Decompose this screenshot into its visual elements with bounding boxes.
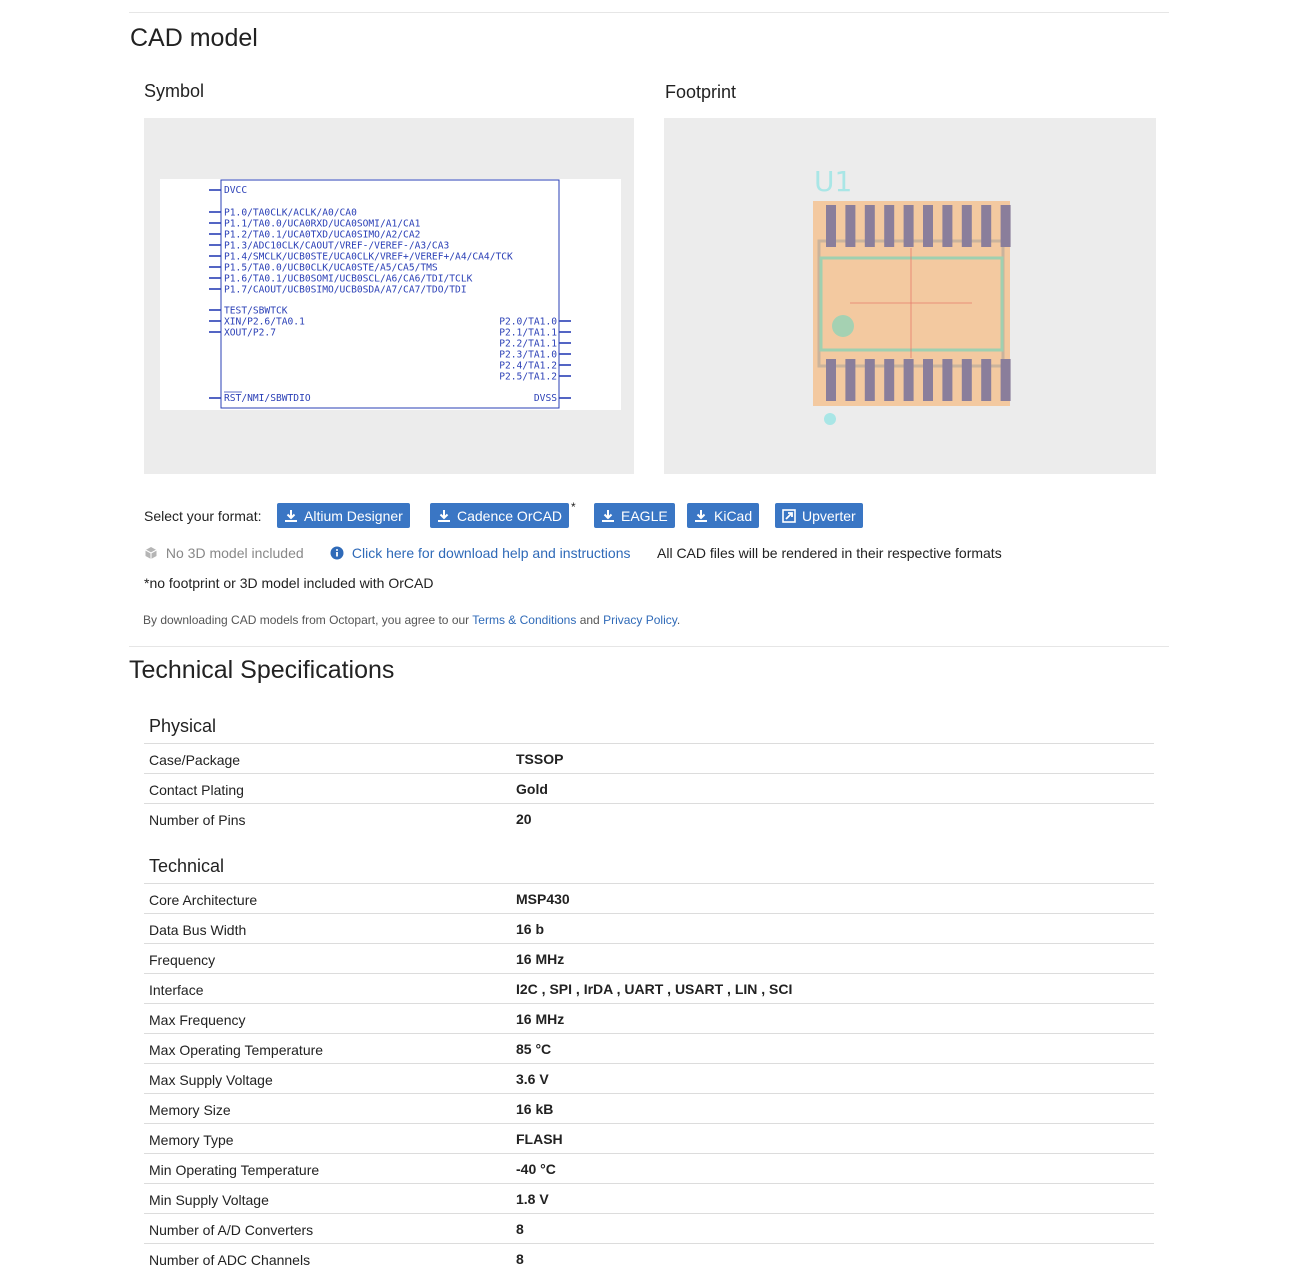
pin-label: P2.4/TA1.2 (499, 360, 557, 372)
spec-value: I2C , SPI , IrDA , UART , USART , LIN , SCI (516, 981, 793, 997)
spec-value: TSSOP (516, 751, 564, 767)
top-divider (129, 12, 1169, 13)
spec-row (144, 803, 1154, 833)
footprint-pad (923, 205, 933, 247)
footprint-viewer[interactable] (664, 118, 1156, 474)
kicad-label: KiCad (714, 507, 753, 524)
eagle-button[interactable] (594, 503, 675, 528)
altium-designer-button[interactable] (277, 503, 410, 528)
spec-key: Case/Package (149, 752, 241, 768)
footprint-pad (942, 359, 952, 401)
spec-row (144, 1213, 1154, 1243)
spec-value: 8 (516, 1251, 524, 1267)
spec-key: Number of A/D Converters (149, 1222, 314, 1238)
technical-specs-table (144, 883, 1154, 1273)
tech-specs-title: Technical Specifications (129, 656, 395, 684)
spec-row (144, 1243, 1154, 1273)
pin-label-dvcc: DVCC (224, 185, 248, 196)
pcb-footprint (664, 118, 1156, 474)
spec-key: Min Supply Voltage (149, 1192, 269, 1208)
cad-model-title: CAD model (130, 24, 258, 52)
pin-label: TEST/SBWTCK (224, 305, 288, 317)
spec-key: Max Frequency (149, 1012, 246, 1028)
spec-row (144, 1153, 1154, 1183)
footprint-pad (981, 359, 991, 401)
pin-label: P1.1/TA0.0/UCA0RXD/UCA0SOMI/A1/CA1 (224, 218, 421, 230)
spec-row (144, 973, 1154, 1003)
footprint-pad (904, 205, 914, 247)
footprint-pad (942, 205, 952, 247)
spec-key: Max Operating Temperature (149, 1042, 324, 1058)
pin-label: P1.2/TA0.1/UCA0TXD/UCA0SIMO/A2/CA2 (224, 229, 421, 241)
spec-value: 85 °C (516, 1041, 552, 1057)
footprint-pad (826, 359, 836, 401)
spec-value: 3.6 V (516, 1071, 549, 1087)
render-note: All CAD files will be rendered in their respective formats (657, 545, 1002, 561)
legal-notice (143, 613, 680, 627)
spec-value: 16 MHz (516, 951, 565, 967)
spec-key: Contact Plating (149, 782, 244, 798)
spec-key: Frequency (149, 952, 216, 968)
pin1-marker (832, 315, 854, 337)
pin-label: P1.0/TA0CLK/ACLK/A0/CA0 (224, 207, 357, 219)
spec-value: 16 kB (516, 1101, 554, 1117)
spec-value: Gold (516, 781, 548, 797)
terms-link[interactable]: Terms & Conditions (472, 613, 577, 627)
eagle-label: EAGLE (621, 507, 668, 524)
spec-row (144, 773, 1154, 803)
footprint-ref-label: U1 (814, 165, 853, 198)
orcad-note: *no footprint or 3D model included with OrCAD (144, 575, 434, 591)
spec-row (144, 913, 1154, 943)
no-3d-notice (144, 545, 304, 561)
format-label: Select your format: (144, 508, 262, 524)
schematic-symbol (160, 179, 621, 410)
cube-icon (144, 546, 158, 560)
legal-and: and (579, 613, 600, 627)
footprint-pad (962, 205, 972, 247)
no-3d-text: No 3D model included (165, 545, 304, 561)
symbol-title: Symbol (144, 81, 205, 101)
spec-row (144, 943, 1154, 973)
legal-period: . (676, 613, 681, 627)
spec-key: Number of ADC Channels (149, 1252, 311, 1268)
section-divider (129, 646, 1169, 647)
upverter-label: Upverter (802, 507, 856, 524)
privacy-link[interactable]: Privacy Policy (603, 613, 677, 627)
spec-key: Core Architecture (149, 892, 258, 908)
spec-row (144, 883, 1154, 913)
orcad-asterisk: * (571, 500, 576, 514)
footprint-pad (981, 205, 991, 247)
footprint-title: Footprint (665, 82, 737, 102)
info-icon (330, 546, 344, 560)
spec-value: 16 b (516, 921, 545, 937)
kicad-button[interactable] (687, 503, 759, 528)
spec-row (144, 743, 1154, 773)
download-help-text: Click here for download help and instructions (351, 545, 631, 561)
spec-key: Memory Type (149, 1132, 234, 1148)
spec-key: Number of Pins (149, 812, 246, 828)
spec-value: 1.8 V (516, 1191, 549, 1207)
external-link-icon (782, 509, 796, 523)
footprint-pad (1001, 359, 1011, 401)
spec-key: Max Supply Voltage (149, 1072, 273, 1088)
download-icon (694, 509, 708, 523)
pin-label: P1.4/SMCLK/UCB0STE/UCA0CLK/VREF+/VEREF+/A4/CA4/TCK (224, 251, 513, 263)
cadence-orcad-label: Cadence OrCAD (457, 507, 563, 524)
footprint-pad (904, 359, 914, 401)
physical-group-title: Physical (149, 716, 217, 736)
spec-key: Interface (149, 982, 204, 998)
spec-value: 8 (516, 1221, 524, 1237)
download-icon (437, 509, 451, 523)
spec-value: -40 °C (516, 1161, 556, 1177)
technical-group-title: Technical (149, 856, 225, 876)
pin-label: P1.3/ADC10CLK/CAOUT/VREF-/VEREF-/A3/CA3 (224, 240, 450, 252)
footprint-pad (884, 359, 894, 401)
footprint-pad (1001, 205, 1011, 247)
pin-label-dvss: DVSS (533, 393, 557, 404)
footprint-pad (884, 205, 894, 247)
pin-label: P1.6/TA0.1/UCB0SOMI/UCB0SCL/A6/CA6/TDI/TCLK (224, 273, 473, 285)
footprint-pad (865, 359, 875, 401)
pin-label: P1.7/CAOUT/UCB0SIMO/UCB0SDA/A7/CA7/TDO/TDI (224, 284, 467, 296)
pin-label: XIN/P2.6/TA0.1 (224, 316, 305, 328)
download-icon (601, 509, 615, 523)
pin-label: P2.2/TA1.1 (499, 338, 557, 350)
pin-label-rst: RST/NMI/SBWTDIO (224, 393, 311, 404)
spec-row (144, 1093, 1154, 1123)
spec-value: MSP430 (516, 891, 570, 907)
pin-label: P2.0/TA1.0 (499, 316, 557, 328)
symbol-viewer[interactable] (144, 118, 634, 474)
spec-key: Memory Size (149, 1102, 231, 1118)
spec-row (144, 1123, 1154, 1153)
spec-row (144, 1183, 1154, 1213)
format-selector (144, 500, 884, 528)
cadence-orcad-button[interactable] (430, 503, 569, 528)
altium-designer-label: Altium Designer (304, 507, 403, 524)
origin-marker (824, 413, 836, 425)
download-icon (284, 509, 298, 523)
pin-label: P1.5/TA0.0/UCB0CLK/UCA0STE/A5/CA5/TMS (224, 262, 438, 274)
pin-label: P2.3/TA1.0 (499, 349, 557, 361)
footprint-pad (845, 359, 855, 401)
spec-row (144, 1033, 1154, 1063)
download-help-link[interactable] (330, 545, 631, 561)
footprint-pad (826, 205, 836, 247)
footprint-pad (923, 359, 933, 401)
footprint-pad (962, 359, 972, 401)
spec-key: Min Operating Temperature (149, 1162, 320, 1178)
spec-key: Data Bus Width (149, 922, 247, 938)
symbol-card (160, 179, 621, 410)
footprint-pad (845, 205, 855, 247)
spec-row (144, 1003, 1154, 1033)
legal-prefix: By downloading CAD models from Octopart, you agree to our (143, 613, 470, 627)
spec-value: FLASH (516, 1131, 563, 1147)
upverter-button[interactable] (775, 503, 863, 528)
footprint-pad (865, 205, 875, 247)
spec-value: 20 (516, 811, 532, 827)
pin-label: P2.5/TA1.2 (499, 371, 557, 383)
pin-label: P2.1/TA1.1 (499, 327, 557, 339)
spec-value: 16 MHz (516, 1011, 565, 1027)
physical-specs-table (144, 743, 1154, 833)
pin-label: XOUT/P2.7 (224, 327, 276, 339)
spec-row (144, 1063, 1154, 1093)
